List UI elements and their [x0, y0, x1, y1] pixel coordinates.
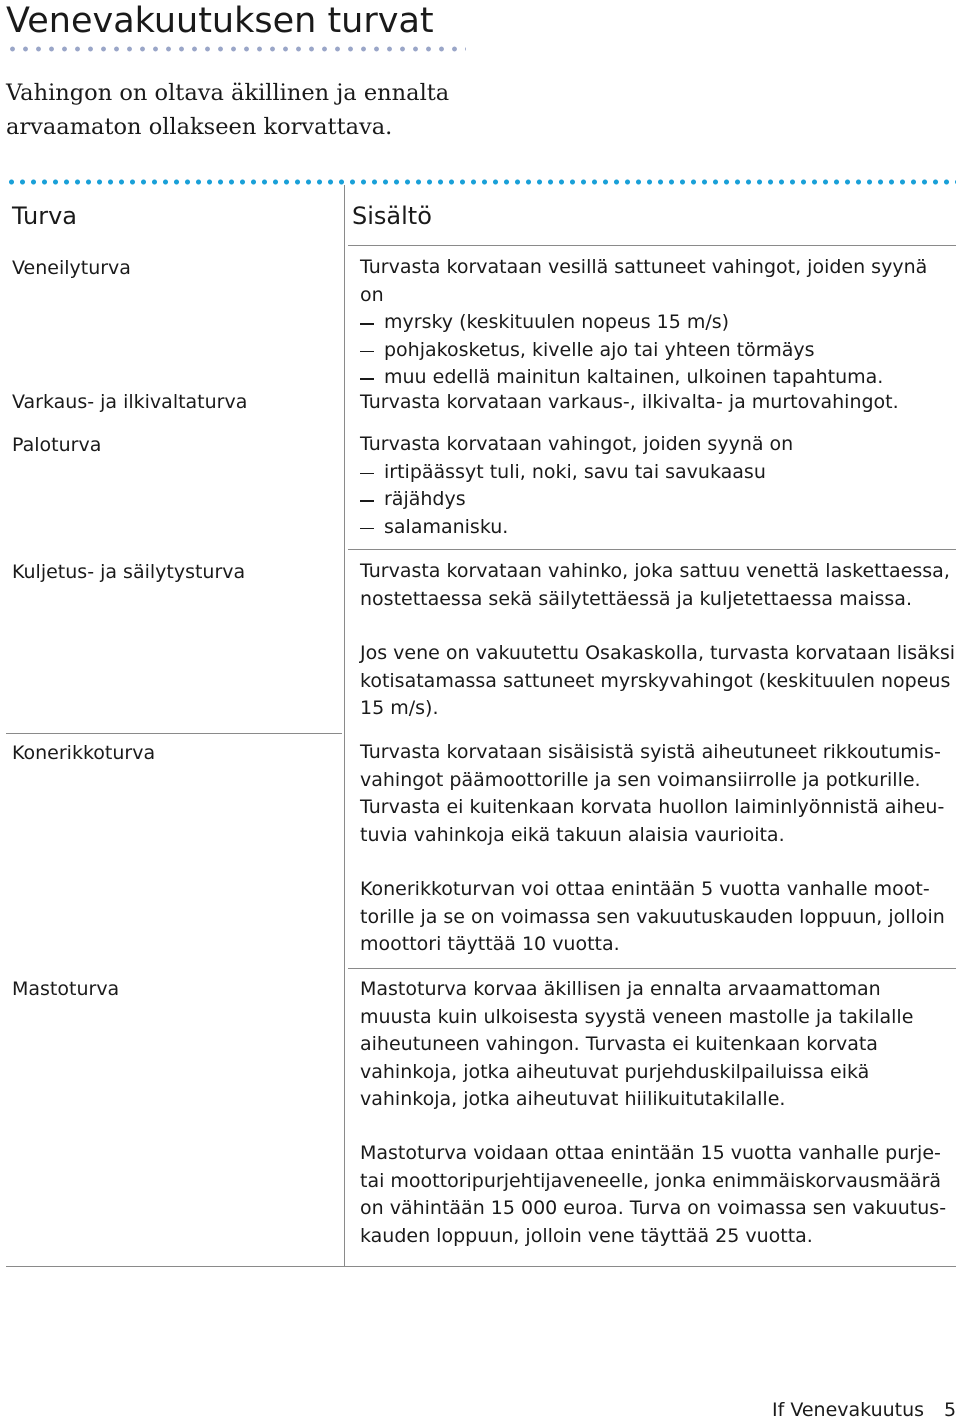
content-paragraph: Turvasta korvataan sisäisistä syistä aiheutuneet rikkoutumisvahingot päämoottorille ja sen voimansiirrolle ja potkurille. Turvasta ei kuitenkaan korvata huollon laiminlyönnistä aiheutuvia vahinkoja eikä takuun alaisia vaurioita.: [360, 741, 945, 846]
row-content-kuljetus-2: [360, 640, 956, 723]
row-content-varkaus: [360, 389, 956, 417]
row-divider-left: [6, 733, 342, 734]
row-content-kuljetus: [360, 558, 956, 613]
row-content-konerikkoturva: [360, 739, 956, 849]
row-content-mastoturva: [360, 976, 956, 1114]
footer-publication: If Venevakuutus: [772, 1399, 925, 1421]
list-item: myrsky (keskituulen nopeus 15 m/s): [360, 309, 956, 337]
column-header-sisalto: Sisältö: [352, 202, 432, 230]
table-dotted-divider: [6, 179, 956, 185]
row-label-konerikkoturva: Konerikkoturva: [12, 742, 156, 764]
bullet-list: [360, 459, 956, 542]
column-divider: [344, 185, 345, 1267]
header-rule: [348, 245, 956, 246]
row-label-mastoturva: Mastoturva: [12, 978, 120, 1000]
row-label-paloturva: Paloturva: [12, 434, 102, 456]
row-content-konerikkoturva-2: [360, 876, 956, 959]
row-label-veneilyturva: Veneilyturva: [12, 257, 131, 279]
row-divider-paloturva: [348, 549, 956, 550]
bullet-list: [360, 309, 956, 392]
page-title: Venevakuutuksen turvat: [6, 1, 434, 41]
content-lead: Turvasta korvataan vahingot, joiden syynä on: [360, 433, 794, 455]
content-paragraph: Mastoturva voidaan ottaa enintään 15 vuotta vanhalle purje- tai moottoripurjehtijaveneelle, jonka enimmäiskorvausmäärä on vähintään 15 000 euroa. Turva on voimassa sen vakuutuskauden loppuun, jolloin vene täyttää 25 vuotta.: [360, 1142, 947, 1247]
content-lead: Turvasta korvataan vesillä sattuneet vahingot, joiden syynä on: [360, 256, 928, 306]
content-paragraph: Konerikkoturvan voi ottaa enintään 5 vuotta vanhalle moottorille ja se on voimassa sen vakuutuskauden loppuun, jolloin moottori täyttää 10 vuotta.: [360, 878, 945, 955]
row-label-kuljetus: Kuljetus- ja säilytysturva: [12, 561, 246, 583]
row-content-paloturva: [360, 431, 956, 541]
row-content-veneilyturva: [360, 254, 956, 392]
column-header-turva: Turva: [12, 202, 78, 230]
content-paragraph: Turvasta korvataan vahinko, joka sattuu venettä laskettaessa, nostettaessa sekä säilytettäessä ja kuljetettaessa maissa.: [360, 560, 950, 610]
list-item: räjähdys: [360, 486, 956, 514]
row-label-varkaus: Varkaus- ja ilkivaltaturva: [12, 391, 248, 413]
page-number: 5: [944, 1399, 957, 1421]
intro-text: Vahingon on oltava äkillinen ja ennalta arvaamaton ollakseen korvattava.: [6, 80, 450, 140]
table-bottom-rule: [6, 1266, 956, 1267]
list-item: salamanisku.: [360, 514, 956, 542]
list-item: muu edellä mainitun kaltainen, ulkoinen tapahtuma.: [360, 364, 956, 392]
row-content-mastoturva-2: [360, 1140, 956, 1250]
list-item: irtipäässyt tuli, noki, savu tai savukaasu: [360, 459, 956, 487]
content-paragraph: Turvasta korvataan varkaus-, ilkivalta- ja murtovahingot.: [360, 391, 899, 413]
content-paragraph: Mastoturva korvaa äkillisen ja ennalta arvaamattoman muusta kuin ulkoisesta syystä veneen mastolle ja takilalle aiheutuneen vahingon. Turvasta ei kuitenkaan korvata vahinkoja, jotka aiheutuvat purjehduskilpailuissa eikä vahinkoja, jotka aiheutuvat hiilikuitutakilalle.: [360, 978, 914, 1110]
content-paragraph: Jos vene on vakuutettu Osakaskolla, turvasta korvataan lisäksi kotisatamassa sattuneet myrskyvahingot (keskituulen nopeus 15 m/s).: [360, 642, 955, 719]
list-item: pohjakosketus, kivelle ajo tai yhteen törmäys: [360, 337, 956, 365]
row-divider-konerikko: [348, 968, 956, 969]
title-dotted-divider: [6, 46, 466, 52]
